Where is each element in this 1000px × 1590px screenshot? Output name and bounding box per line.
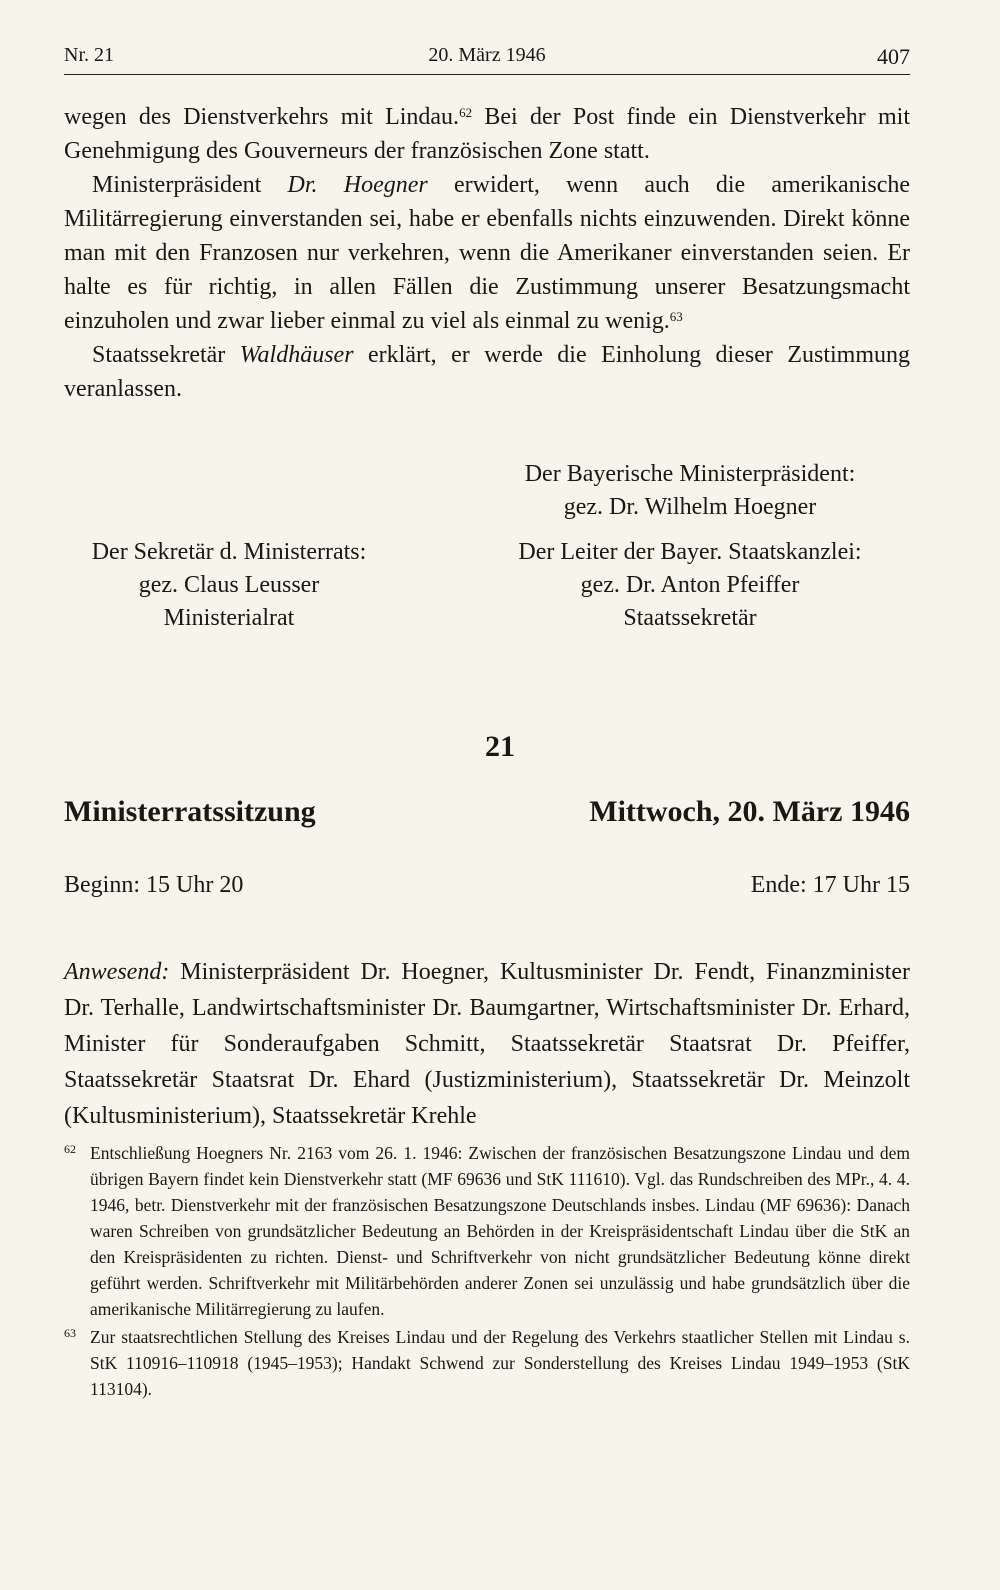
session-begin: Beginn: 15 Uhr 20	[64, 872, 244, 898]
paragraph-1	[64, 100, 910, 168]
session-end: Ende: 17 Uhr 15	[750, 872, 910, 898]
signature-title: Der Bayerische Ministerpräsident:	[524, 461, 856, 487]
speaker-name-hoegner: Hoegner	[343, 172, 428, 198]
signature-name: gez. Dr. Anton Pfeiffer	[580, 572, 800, 598]
footnote-text: Zur staatsrechtlichen Stellung des Kreises Lindau und der Regelung des Verkehrs staatlicher Stellen mit Lindau s. StK 110916–110918 (1945–1953); Handakt Schwend zur Sonderstellung des Kreises Lindau 1949–1953 (StK 113104).	[90, 1327, 910, 1399]
signature-prime-minister	[470, 458, 910, 524]
footnote-ref-62[interactable]: 62	[459, 105, 473, 120]
speaker-title: Dr.	[287, 172, 318, 198]
paragraph-3	[64, 338, 910, 406]
session-number: 21	[485, 730, 515, 763]
paragraph-2-text-a: Ministerpräsident	[92, 172, 288, 198]
signature-chancellery-head	[470, 536, 910, 635]
footnote-62	[64, 1140, 910, 1322]
header-date: 20. März 1946	[428, 44, 546, 66]
signature-role: Ministerialrat	[163, 605, 295, 631]
footnote-number: 63	[64, 1326, 76, 1340]
paragraph-2-text-b: erwidert, wenn auch die amerikanische Militärregierung einverstanden sei, habe er ebenfalls nichts einzuwenden. Direkt könne man mit den Franzosen nur verkehren, wenn die Amerikaner einverstanden seien. Er halte es für richtig, in allen Fällen die Zustimmung unserer Besatzungsmacht einzuholen und zwar lieber einmal zu viel als einmal zu wenig.	[64, 172, 910, 334]
running-header	[64, 40, 910, 75]
attendees-list: Ministerpräsident Dr. Hoegner, Kultusminister Dr. Fendt, Finanzminister Dr. Terhalle, Landwirtschaftsminister Dr. Baumgartner, Wirtschaftsminister Dr. Erhard, Minister für Sonderaufgaben Schmitt, Staatssekretär Staatsrat Dr. Pfeiffer, Staatssekretär Staatsrat Dr. Ehard (Justizministerium), Staatssekretär Dr. Meinzolt (Kultusministerium), Staatssekretär Krehle	[64, 959, 910, 1129]
attendees-label: Anwesend:	[64, 959, 170, 985]
session-title: Ministerratssitzung	[64, 795, 316, 828]
paragraph-2	[64, 168, 910, 338]
paragraph-3-text-b: erklärt, er werde die Einholung dieser Zustimmung veranlassen.	[64, 342, 910, 402]
signature-name: gez. Claus Leusser	[138, 572, 320, 598]
footnote-ref-63[interactable]: 63	[669, 309, 683, 324]
session-date: Mittwoch, 20. März 1946	[589, 795, 910, 828]
session-times	[64, 872, 910, 899]
signature-title: Der Sekretär d. Ministerrats:	[91, 539, 367, 565]
paragraph-1-text-a: wegen des Dienstverkehrs mit Lindau.	[64, 104, 460, 130]
signature-title: Der Leiter der Bayer. Staatskanzlei:	[518, 539, 862, 565]
attendees-paragraph	[64, 954, 910, 1134]
footnote-63	[64, 1324, 910, 1402]
signature-role: Staatssekretär	[623, 605, 757, 631]
signature-name: gez. Dr. Wilhelm Hoegner	[563, 494, 817, 520]
speaker-name-waldhaeuser: Waldhäuser	[239, 342, 354, 368]
document-number-header: Nr. 21	[64, 44, 114, 66]
paragraph-3-text-a: Staatssekretär	[92, 342, 240, 368]
footnote-number: 62	[64, 1142, 76, 1156]
body-text	[64, 100, 910, 406]
paragraph-1-text-b: Bei der Post finde ein Dienstverkehr mit Genehmigung des Gouverneurs der französischen Zone statt.	[64, 104, 910, 164]
signature-secretary	[64, 536, 394, 635]
footnote-text: Entschließung Hoegners Nr. 2163 vom 26. 1. 1946: Zwischen der französischen Besatzungszone Lindau und dem übrigen Bayern findet kein Dienstverkehr statt (MF 69636 und StK 111610). Vgl. das Rundschreiben des MPr., 4. 4. 1946, betr. Dienstverkehr mit der französischen Besatzungszone Deutschlands insbes. Lindau (MF 69636): Danach waren Schreiben von grundsätzlicher Bedeutung an Behörden in der Kreispräsidentschaft Lindau über die StK an den Kreispräsidenten zu richten. Dienst- und Schriftverkehr von nicht grundsätzlicher Bedeutung könne direkt geführt werden. Schriftverkehr mit Militärbehörden anderer Zonen sei unzulässig und habe grundsätzlich über die amerikanische Militärregierung zu laufen.	[90, 1143, 910, 1319]
footnotes	[64, 1140, 910, 1404]
page-number: 407	[877, 44, 910, 69]
